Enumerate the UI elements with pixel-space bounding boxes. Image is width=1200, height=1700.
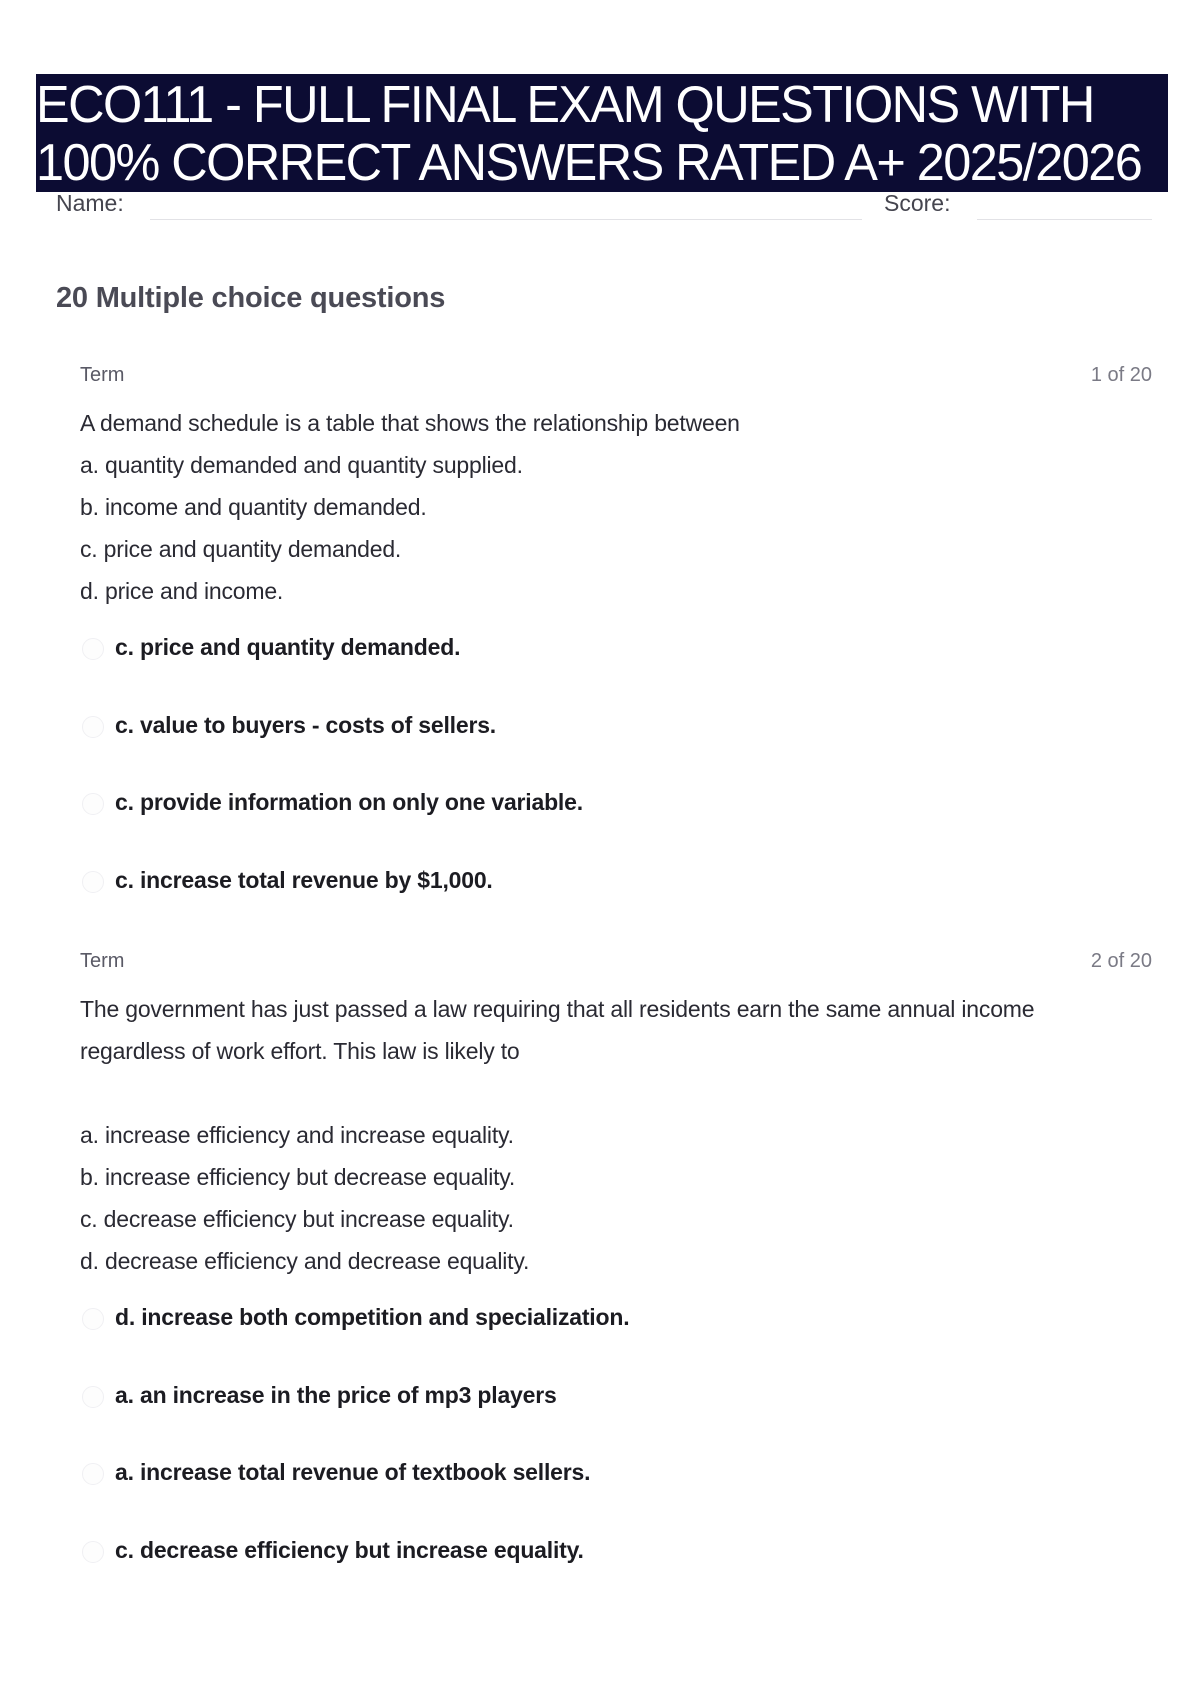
answer-choice[interactable] — [80, 1382, 1152, 1460]
option-a: a. increase efficiency and increase equality. — [80, 1122, 514, 1148]
radio-circle-icon[interactable] — [82, 871, 104, 893]
term-row — [80, 364, 1152, 394]
option-c: c. price and quantity demanded. — [80, 536, 402, 562]
answer-choice[interactable] — [80, 712, 1152, 790]
question-counter: 2 of 20 — [1090, 950, 1152, 972]
answer-choice-label: c. decrease efficiency but increase equality. — [115, 1536, 584, 1563]
answer-choice[interactable] — [80, 1459, 1152, 1537]
answer-choice[interactable] — [80, 634, 1152, 712]
answer-choice-label: c. increase total revenue by $1,000. — [115, 866, 493, 893]
spacer — [80, 1072, 1152, 1114]
answer-choice-label: d. increase both competition and specialization. — [115, 1304, 630, 1330]
answer-choices — [80, 634, 1152, 944]
name-field[interactable] — [150, 219, 862, 220]
term-label: Term — [80, 950, 125, 972]
option-a: a. quantity demanded and quantity supplied. — [80, 452, 523, 478]
answer-choice[interactable] — [80, 1537, 1152, 1615]
radio-circle-icon[interactable] — [82, 638, 104, 660]
radio-circle-icon[interactable] — [82, 1541, 104, 1563]
answer-choice-label: a. an increase in the price of mp3 players — [115, 1381, 557, 1408]
answer-choice[interactable] — [80, 867, 1152, 945]
name-label: Name: — [56, 190, 124, 216]
answer-choice[interactable] — [80, 789, 1152, 867]
term-label: Term — [80, 364, 125, 386]
radio-circle-icon[interactable] — [82, 1386, 104, 1408]
option-b: b. income and quantity demanded. — [80, 494, 427, 520]
score-label: Score: — [884, 190, 951, 216]
option-b: b. increase efficiency but decrease equality. — [80, 1164, 516, 1190]
question-card-2 — [80, 950, 1152, 1614]
title-line-1: ECO111 - FULL FINAL EXAM QUESTIONS WITH — [36, 76, 1094, 134]
question-prompt: A demand schedule is a table that shows the relationship between — [80, 410, 740, 436]
question-card-1 — [80, 364, 1152, 944]
title-banner — [36, 74, 1168, 192]
answer-choices — [80, 1304, 1152, 1614]
term-row — [80, 950, 1152, 980]
radio-circle-icon[interactable] — [82, 716, 104, 738]
score-field[interactable] — [977, 219, 1152, 220]
option-d: d. price and income. — [80, 578, 284, 604]
question-counter: 1 of 20 — [1090, 364, 1152, 386]
title-line-2: 100% CORRECT ANSWERS RATED A+ 2025/2026 — [36, 134, 1142, 192]
answer-choice-label: a. increase total revenue of textbook sellers. — [115, 1459, 591, 1485]
answer-choice-label: c. value to buyers - costs of sellers. — [115, 711, 496, 738]
option-d: d. decrease efficiency and decrease equality. — [80, 1248, 530, 1274]
answer-choice-label: c. price and quantity demanded. — [115, 634, 461, 660]
question-prompt: The government has just passed a law requiring that all residents earn the same annual income regardless of work effort. This law is likely to — [80, 996, 1035, 1064]
radio-circle-icon[interactable] — [82, 1308, 104, 1330]
answer-choice[interactable] — [80, 1304, 1152, 1382]
answer-choice-label: c. provide information on only one variable. — [115, 789, 583, 815]
radio-circle-icon[interactable] — [82, 793, 104, 815]
option-c: c. decrease efficiency but increase equality. — [80, 1206, 514, 1232]
radio-circle-icon[interactable] — [82, 1463, 104, 1485]
section-title: 20 Multiple choice questions — [56, 282, 446, 314]
